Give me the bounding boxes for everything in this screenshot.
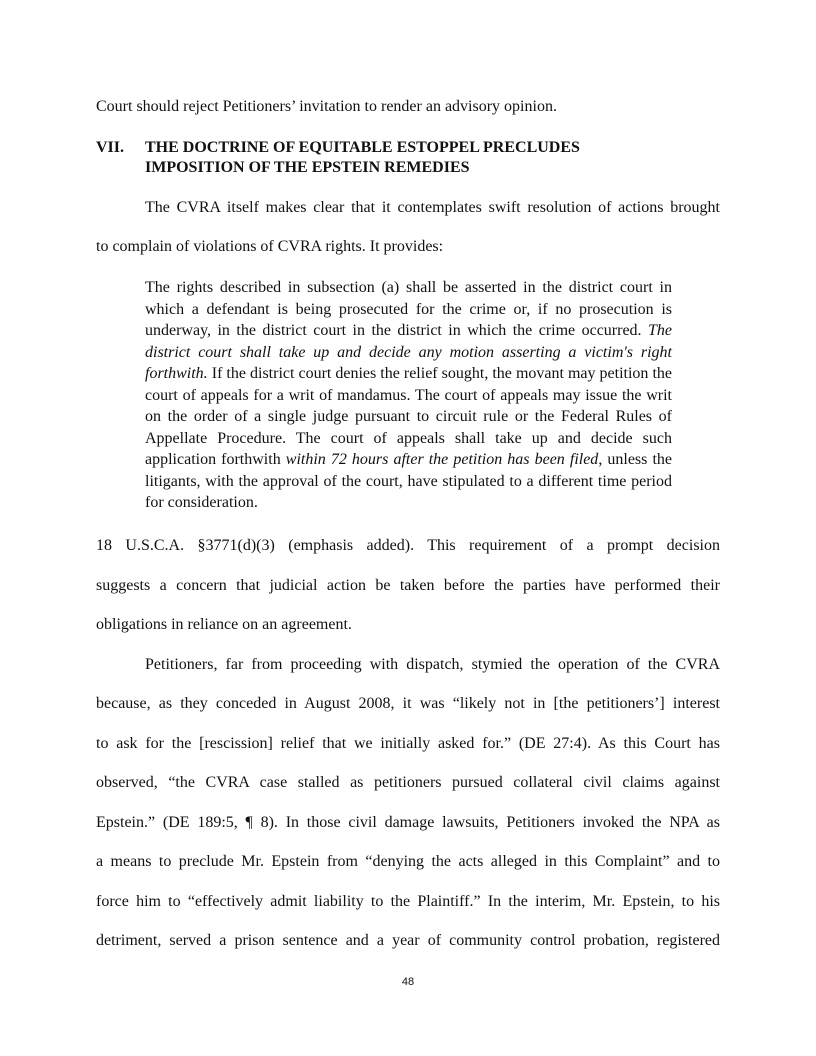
quote-text: , unless the litigants, with the approval of the court, have stipulated to a different time period for consideration. xyxy=(145,451,672,511)
body-text-line: observed, “the CVRA case stalled as petitioners pursued collateral civil claims against xyxy=(96,774,720,791)
quote-emphasis: The district court shall take up and decide any motion asserting a victim's right forthwith. xyxy=(145,322,673,382)
block-quote xyxy=(145,277,672,514)
body-text-line: force him to “effectively admit liability to the Plaintiff.” In the interim, Mr. Epstein, to his xyxy=(96,893,720,910)
body-text-line: The CVRA itself makes clear that it contemplates swift resolution of actions brought xyxy=(145,199,720,216)
quote-text: The rights described in subsection (a) shall be asserted in the district court in which a defendant is being prosecuted for the crime or, if no prosecution is underway, in the district court in the district in which the crime occurred. xyxy=(145,279,672,339)
body-text-line: a means to preclude Mr. Epstein from “denying the acts alleged in this Complaint” and to xyxy=(96,853,720,870)
body-text-line: Court should reject Petitioners’ invitation to render an advisory opinion. xyxy=(96,98,557,115)
quote-text: If the district court denies the relief sought, the movant may petition the court of appeals for a writ of mandamus. The court of appeals may issue the writ on the order of a single judge pursuant to circuit rule or the Federal Rules of Appellate Procedure. The court of appeals shall take up and decide such application forthwith xyxy=(145,365,673,468)
body-text-line: 18 U.S.C.A. §3771(d)(3) (emphasis added). This requirement of a prompt decision xyxy=(96,537,720,554)
body-text-line: because, as they conceded in August 2008, it was “likely not in [the petitioners’] interest xyxy=(96,695,720,712)
body-text-line: suggests a concern that judicial action be taken before the parties have performed their xyxy=(96,577,720,594)
body-text-line: Petitioners, far from proceeding with dispatch, stymied the operation of the CVRA xyxy=(145,656,720,673)
section-title-line-1: THE DOCTRINE OF EQUITABLE ESTOPPEL PRECLUDES xyxy=(145,139,580,156)
body-text-line: Epstein.” (DE 189:5, ¶ 8). In those civil damage lawsuits, Petitioners invoked the NPA as xyxy=(96,814,720,831)
body-text-line: to ask for the [rescission] relief that we initially asked for.” (DE 27:4). As this Court has xyxy=(96,735,720,752)
quote-emphasis: within 72 hours after the petition has been filed xyxy=(285,451,599,468)
section-title-line-2: IMPOSITION OF THE EPSTEIN REMEDIES xyxy=(145,159,470,176)
page-number: 48 xyxy=(401,976,415,988)
body-text-line: detriment, served a prison sentence and a year of community control probation, registered xyxy=(96,932,720,949)
body-text-line: obligations in reliance on an agreement. xyxy=(96,616,352,633)
section-number: VII. xyxy=(96,139,125,156)
body-text-line: to complain of violations of CVRA rights. It provides: xyxy=(96,238,444,255)
